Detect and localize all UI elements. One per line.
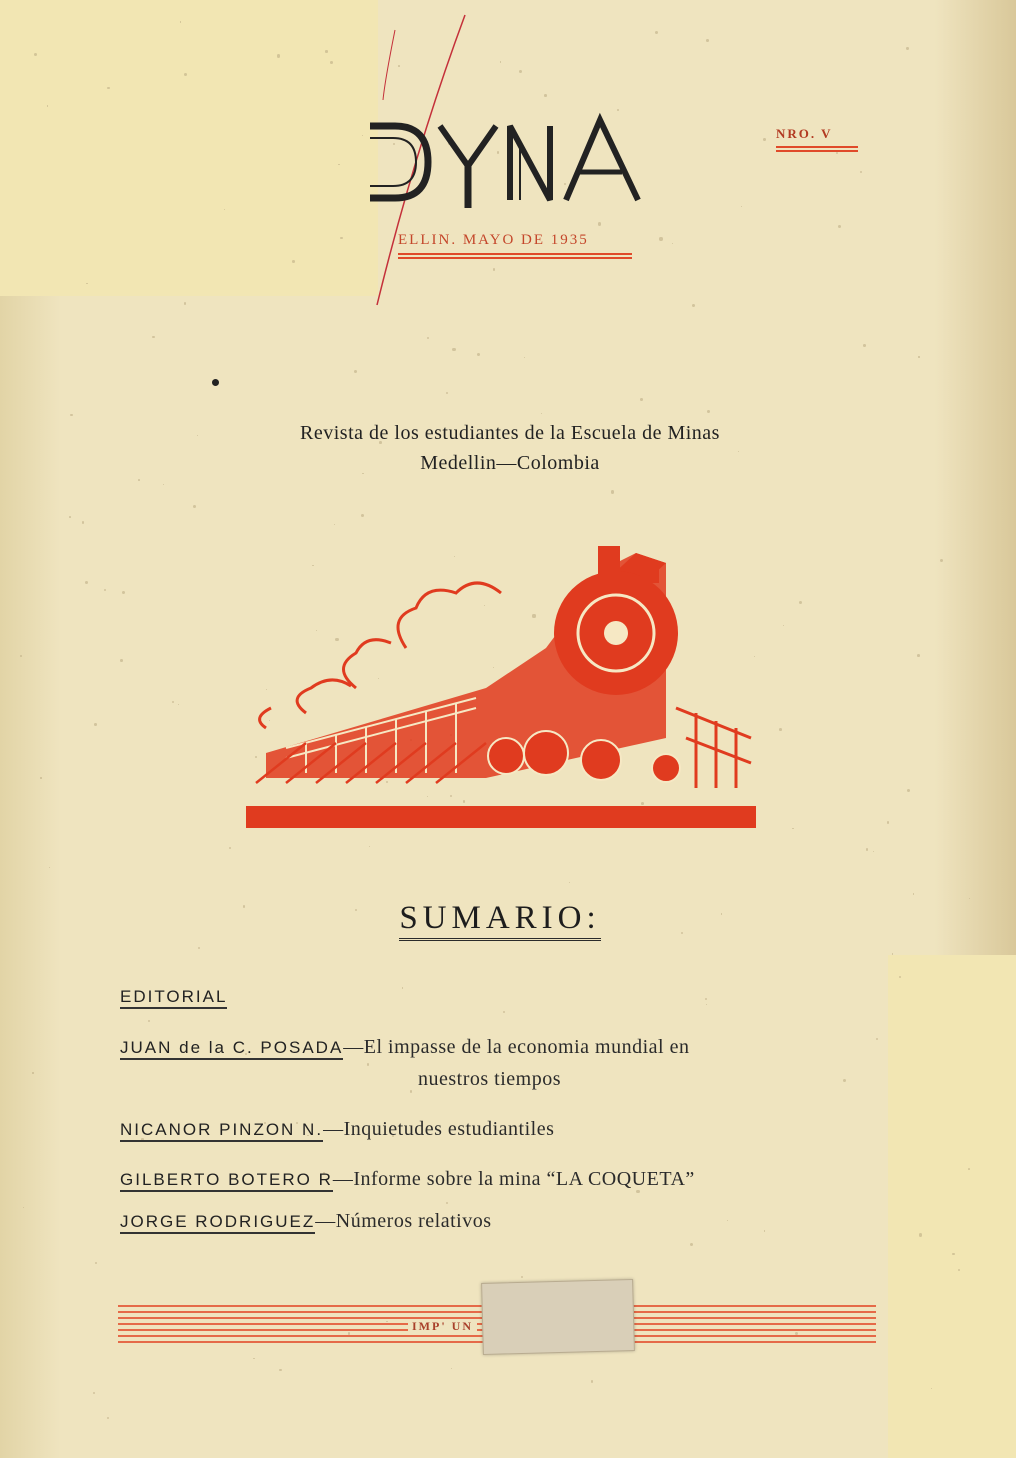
paper-speck	[969, 898, 970, 899]
paper-speck	[500, 61, 501, 62]
paper-speck	[107, 1417, 109, 1419]
paper-speck	[330, 61, 333, 64]
sumario-heading	[300, 900, 700, 937]
dateline	[398, 232, 632, 259]
footer-imprint-band	[118, 1305, 876, 1347]
paper-speck	[918, 356, 919, 357]
paper-speck	[655, 31, 658, 34]
paper-speck	[152, 336, 155, 339]
paper-speck	[193, 505, 196, 508]
paper-speck	[672, 243, 674, 245]
paper-speck	[243, 905, 245, 907]
paper-speck	[138, 479, 140, 481]
paper-speck	[334, 524, 335, 525]
paper-speck	[178, 704, 179, 705]
paper-speck	[184, 302, 187, 305]
issue-number-text: NRO. V	[776, 126, 833, 141]
toc-entry	[120, 1210, 491, 1233]
tape-patch	[481, 1279, 635, 1355]
paper-speck	[503, 1011, 505, 1013]
rule	[776, 146, 858, 148]
paper-speck	[180, 21, 181, 22]
toc-entry-title: El impasse de la economia mundial en	[363, 1036, 690, 1058]
paper-speck	[338, 164, 339, 165]
paper-speck	[340, 237, 342, 239]
paper-speck	[692, 304, 695, 307]
paper-speck	[792, 828, 793, 829]
paper-speck	[873, 851, 874, 852]
toc-entry	[120, 1168, 695, 1191]
toc-entry-title: Inquietudes estudiantiles	[343, 1118, 555, 1140]
paper-speck	[887, 821, 889, 823]
paper-speck	[591, 1380, 594, 1383]
paper-speck	[799, 601, 802, 604]
rule	[398, 253, 632, 255]
paper-speck	[690, 1243, 693, 1246]
subtitle	[110, 418, 910, 478]
paper-speck	[172, 701, 174, 703]
paper-speck	[451, 1368, 452, 1369]
paper-speck	[931, 1388, 932, 1389]
paper-speck	[94, 723, 97, 726]
toc-entry-separator: —	[323, 1118, 344, 1140]
toc-entry-separator: —	[332, 1168, 354, 1190]
paper-speck	[279, 1369, 282, 1372]
paper-repair-patch	[0, 0, 378, 296]
ink-dot	[212, 379, 219, 386]
paper-speck	[277, 54, 280, 57]
paper-speck	[69, 516, 71, 518]
paper-speck	[541, 413, 542, 414]
paper-speck	[863, 344, 866, 347]
paper-speck	[86, 283, 87, 284]
paper-speck	[906, 47, 908, 49]
paper-speck	[940, 559, 943, 562]
paper-speck	[292, 260, 295, 263]
paper-speck	[354, 370, 357, 373]
paper-speck	[163, 484, 164, 485]
paper-speck	[838, 225, 841, 228]
toc-entry-author: GILBERTO BOTERO R	[120, 1170, 333, 1192]
toc-entry-author: JORGE RODRIGUEZ	[120, 1212, 315, 1234]
paper-speck	[70, 414, 72, 416]
paper-speck	[410, 1090, 413, 1093]
paper-speck	[706, 39, 709, 42]
paper-speck	[93, 1392, 95, 1394]
paper-speck	[122, 591, 125, 594]
sumario-heading-text: SUMARIO:	[399, 900, 600, 941]
paper-speck	[32, 1072, 33, 1073]
toc-entry-author: JUAN de la C. POSADA	[120, 1038, 343, 1060]
paper-speck	[836, 152, 838, 154]
issue-number	[776, 126, 858, 152]
paper-speck	[913, 893, 914, 894]
toc-entry-separator: —	[343, 1036, 364, 1058]
paper-speck	[367, 1063, 370, 1066]
paper-speck	[779, 728, 782, 731]
paper-speck	[727, 1220, 728, 1221]
paper-speck	[20, 655, 22, 657]
paper-speck	[148, 1020, 150, 1022]
paper-speck	[85, 581, 88, 584]
toc-entry	[120, 1036, 689, 1059]
toc-entry-title: Números relativos	[335, 1210, 492, 1232]
paper-speck	[369, 846, 370, 847]
subtitle-line-1: Revista de los estudiantes de la Escuela de Minas	[300, 422, 720, 444]
paper-speck	[229, 847, 231, 849]
toc-entry-separator: —	[315, 1210, 336, 1232]
masthead-logo	[360, 108, 660, 218]
paper-speck	[184, 73, 187, 76]
toc-entry	[120, 986, 227, 1008]
paper-speck	[598, 222, 601, 225]
masthead-logotype	[360, 108, 660, 218]
paper-speck	[253, 1358, 255, 1360]
paper-speck	[40, 777, 41, 778]
paper-speck	[82, 521, 84, 523]
paper-speck	[866, 848, 868, 850]
locomotive-illustration	[246, 538, 756, 830]
paper-speck	[659, 237, 662, 240]
toc-entry-title: Informe sobre la mina “LA COQUETA”	[353, 1168, 695, 1190]
paper-speck	[452, 348, 455, 351]
paper-speck	[843, 1079, 846, 1082]
paper-speck	[705, 998, 707, 1000]
paper-speck	[764, 1230, 766, 1232]
paper-speck	[907, 789, 910, 792]
paper-speck	[120, 659, 123, 662]
paper-speck	[706, 1004, 707, 1005]
paper-speck	[49, 867, 51, 869]
paper-speck	[402, 987, 404, 989]
paper-speck	[707, 410, 710, 413]
paper-speck	[361, 514, 364, 517]
paper-speck	[521, 1276, 523, 1278]
paper-speck	[876, 1038, 878, 1040]
paper-speck	[783, 625, 784, 626]
toc-entry-continuation: nuestros tiempos	[418, 1068, 561, 1090]
toc-entry	[120, 1118, 554, 1141]
toc-entry-author: NICANOR PINZON N.	[120, 1120, 323, 1142]
paper-speck	[519, 70, 522, 73]
paper-speck	[524, 357, 525, 358]
paper-speck	[23, 1207, 24, 1208]
paper-speck	[325, 50, 327, 52]
toc-entry-author: EDITORIAL	[120, 987, 227, 1009]
paper-repair-patch	[888, 955, 1016, 1458]
paper-speck	[446, 392, 448, 394]
paper-speck	[544, 94, 547, 97]
paper-speck	[446, 1202, 448, 1204]
paper-speck	[611, 490, 614, 493]
paper-speck	[640, 398, 643, 401]
paper-speck	[198, 947, 200, 949]
paper-speck	[917, 654, 920, 657]
paper-speck	[860, 171, 862, 173]
rule	[776, 150, 858, 152]
paper-speck	[104, 589, 107, 592]
paper-speck	[741, 206, 743, 208]
paper-speck	[427, 337, 429, 339]
paper-speck	[721, 913, 723, 915]
paper-speck	[569, 882, 571, 884]
subtitle-line-2: Medellin—Colombia	[420, 452, 600, 474]
paper-speck	[95, 1262, 97, 1264]
paper-speck	[477, 353, 480, 356]
rule	[398, 257, 632, 259]
imprint-text: IMP' UN	[408, 1319, 477, 1334]
dateline-text: ELLIN. MAYO DE 1935	[398, 232, 589, 248]
paper-speck	[763, 138, 766, 141]
